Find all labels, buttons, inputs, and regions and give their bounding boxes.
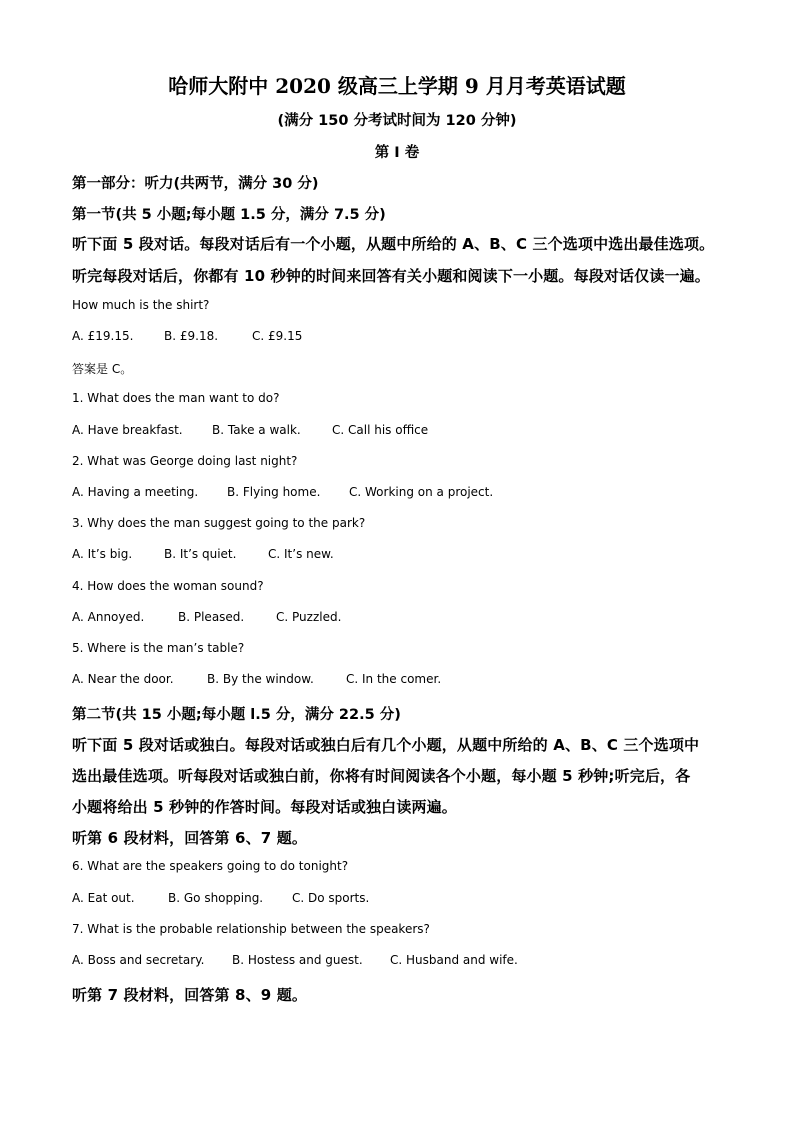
option-b: B. It’s quiet.: [164, 547, 237, 561]
section2-instruction-line-1: 听下面 5 段对话或独白。每段对话或独白后有几个小题，从题中所给的 A、B、C 三个选项中: [72, 736, 700, 754]
option-b: B. By the window.: [207, 672, 314, 686]
section2-instruction-line-3: 小题将给出 5 秒钟的作答时间。每段对话或独白读两遍。: [72, 798, 457, 816]
section2-instruction-line-2: 选出最佳选项。听每段对话或独白前，你将有时间阅读各个小题，每小题 5 秒钟;听完后，各: [72, 767, 691, 785]
example-answer: 答案是 C。: [72, 362, 133, 376]
question-7: 7. What is the probable relationship between the speakers?: [72, 922, 430, 936]
option-b: B. Pleased.: [178, 610, 245, 624]
option-c: C. £9.15: [252, 329, 303, 343]
option-b: B. Take a walk.: [212, 423, 301, 437]
volume-label: 第 I 卷: [374, 145, 420, 161]
option-b: B. £9.18.: [164, 329, 219, 343]
instruction-line-1: 听下面 5 段对话。每段对话后有一个小题，从题中所给的 A、B、C 三个选项中选出最佳选项。: [72, 235, 715, 253]
question-4: 4. How does the woman sound?: [72, 579, 264, 593]
exam-subtitle: (满分 150 分考试时间为 120 分钟): [277, 113, 517, 129]
question-1: 1. What does the man want to do?: [72, 391, 280, 405]
option-c: C. Do sports.: [292, 891, 370, 905]
section1-heading: 第一节(共 5 小题;每小题 1.5 分，满分 7.5 分): [72, 207, 386, 223]
instruction-line-2: 听完每段对话后，你都有 10 秒钟的时间来回答有关小题和阅读下一小题。每段对话仅读一遍。: [72, 267, 710, 285]
option-c: C. Husband and wife.: [390, 953, 518, 967]
option-b: B. Go shopping.: [168, 891, 264, 905]
material-7-heading: 听第 7 段材料，回答第 8、9 题。: [72, 986, 308, 1004]
question-6: 6. What are the speakers going to do tonight?: [72, 859, 349, 873]
section2-heading: 第二节(共 15 小题;每小题 l.5 分，满分 22.5 分): [72, 707, 401, 723]
option-b: B. Hostess and guest.: [232, 953, 363, 967]
option-a: A. Having a meeting.: [72, 485, 199, 499]
part1-heading: 第一部分：听力(共两节，满分 30 分): [72, 176, 319, 192]
example-question: How much is the shirt?: [72, 298, 210, 312]
option-a: A. £19.15.: [72, 329, 134, 343]
option-b: B. Flying home.: [227, 485, 321, 499]
option-a: A. Annoyed.: [72, 610, 145, 624]
option-a: A. Eat out.: [72, 891, 135, 905]
option-c: C. In the comer.: [346, 672, 442, 686]
option-a: A. Boss and secretary.: [72, 953, 205, 967]
option-c: C. Working on a project.: [349, 485, 494, 499]
question-2: 2. What was George doing last night?: [72, 454, 298, 468]
question-3: 3. Why does the man suggest going to the park?: [72, 516, 366, 530]
exam-title: 哈师大附中 2020 级高三上学期 9 月月考英语试题: [168, 74, 626, 98]
material-6-heading: 听第 6 段材料，回答第 6、7 题。: [72, 829, 308, 847]
option-c: C. Puzzled.: [276, 610, 342, 624]
option-a: A. It’s big.: [72, 547, 133, 561]
question-5: 5. Where is the man’s table?: [72, 641, 245, 655]
option-a: A. Near the door.: [72, 672, 174, 686]
option-c: C. Call his office: [332, 423, 429, 437]
option-a: A. Have breakfast.: [72, 423, 183, 437]
option-c: C. It’s new.: [268, 547, 334, 561]
